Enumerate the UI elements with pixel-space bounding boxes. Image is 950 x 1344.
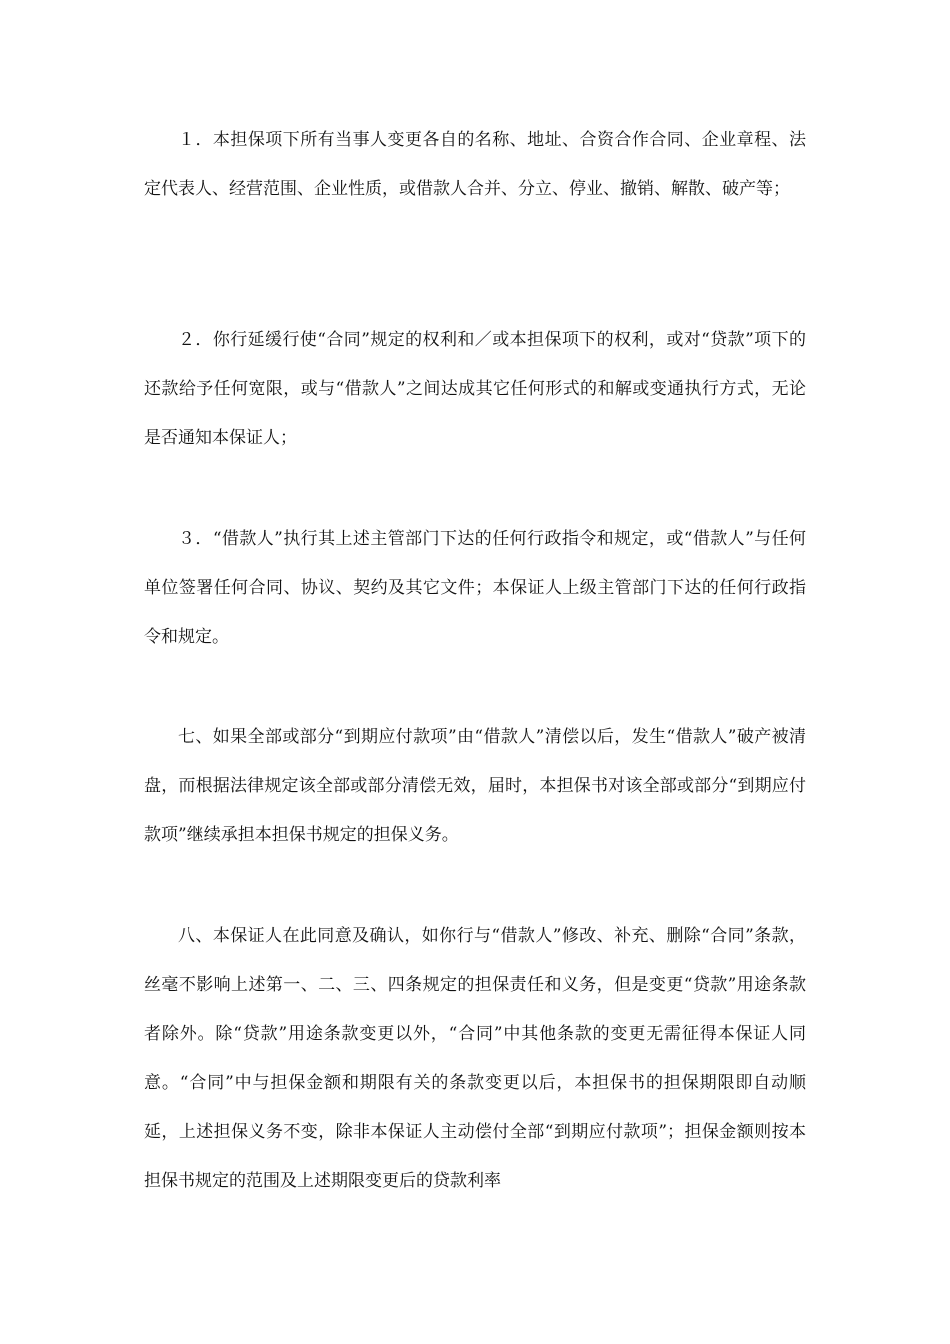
paragraph-article-7: 七、如果全部或部分“到期应付款项”由“借款人”清偿以后，发生“借款人”破产被清盘，而根据法律规定该全部或部分清偿无效，届时，本担保书对该全部或部分“到期应付款项”继续承担本担保书规定的担保义务。 [144, 727, 806, 845]
paragraph-clause-2: ２．你行延缓行使“合同”规定的权利和／或本担保项下的权利，或对“贷款”项下的还款给予任何宽限，或与“借款人”之间达成其它任何形式的和解或变通执行方式，无论是否通知本保证人； [144, 330, 806, 448]
paragraph-clause-1: １．本担保项下所有当事人变更各自的名称、地址、合资合作合同、企业章程、法定代表人、经营范围、企业性质，或借款人合并、分立、停业、撤销、解散、破产等； [144, 130, 806, 199]
paragraph-article-8: 八、本保证人在此同意及确认，如你行与“借款人”修改、补充、删除“合同”条款，丝毫不影响上述第一、二、三、四条规定的担保责任和义务，但是变更“贷款”用途条款者除外。除“贷款”用途条款变更以外，“合同”中其他条款的变更无需征得本保证人同意。“合同”中与担保金额和期限有关的条款变更以后，本担保书的担保期限即自动顺延，上述担保义务不变，除非本保证人主动偿付全部“到期应付款项”；担保金额则按本担保书规定的范围及上述期限变更后的贷款利率 [144, 926, 806, 1191]
paragraph-clause-3: ３．“借款人”执行其上述主管部门下达的任何行政指令和规定，或“借款人”与任何单位签署任何合同、协议、契约及其它文件；本保证人上级主管部门下达的任何行政指令和规定。 [144, 529, 806, 647]
